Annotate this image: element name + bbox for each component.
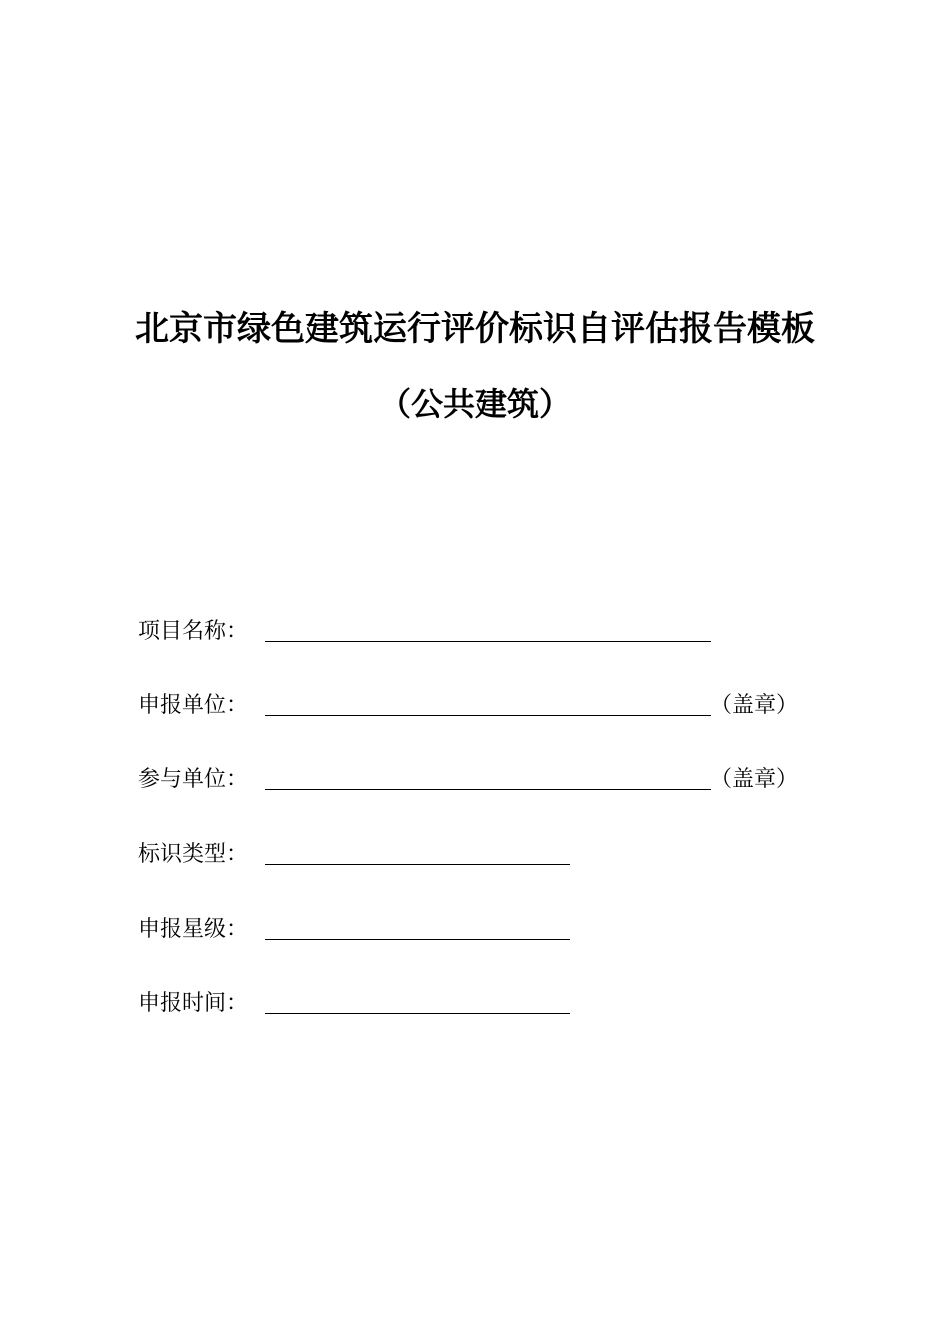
seal-note: （盖章） xyxy=(710,693,799,718)
seal-note: （盖章） xyxy=(710,767,799,792)
field-project-name xyxy=(138,614,838,650)
field-star-rating xyxy=(138,912,838,948)
field-label-type xyxy=(138,837,838,873)
field-label: 参与单位： xyxy=(138,767,249,792)
star-rating-blank[interactable] xyxy=(265,939,570,940)
participating-unit-blank[interactable] xyxy=(265,789,711,790)
field-label: 申报时间： xyxy=(138,991,249,1016)
field-participating-unit xyxy=(138,762,838,798)
applicant-unit-blank[interactable] xyxy=(265,715,711,716)
field-label: 项目名称： xyxy=(138,619,249,644)
document-subtitle: （公共建筑） xyxy=(378,385,571,423)
field-applicant-unit xyxy=(138,688,838,724)
field-label: 申报星级： xyxy=(138,917,249,942)
project-name-blank[interactable] xyxy=(265,641,711,642)
field-label: 标识类型： xyxy=(138,842,249,867)
field-application-date xyxy=(138,986,838,1022)
label-type-blank[interactable] xyxy=(265,864,570,865)
application-date-blank[interactable] xyxy=(265,1013,570,1014)
field-label: 申报单位： xyxy=(138,693,249,718)
document-title: 北京市绿色建筑运行评价标识自评估报告模板 xyxy=(135,309,815,349)
